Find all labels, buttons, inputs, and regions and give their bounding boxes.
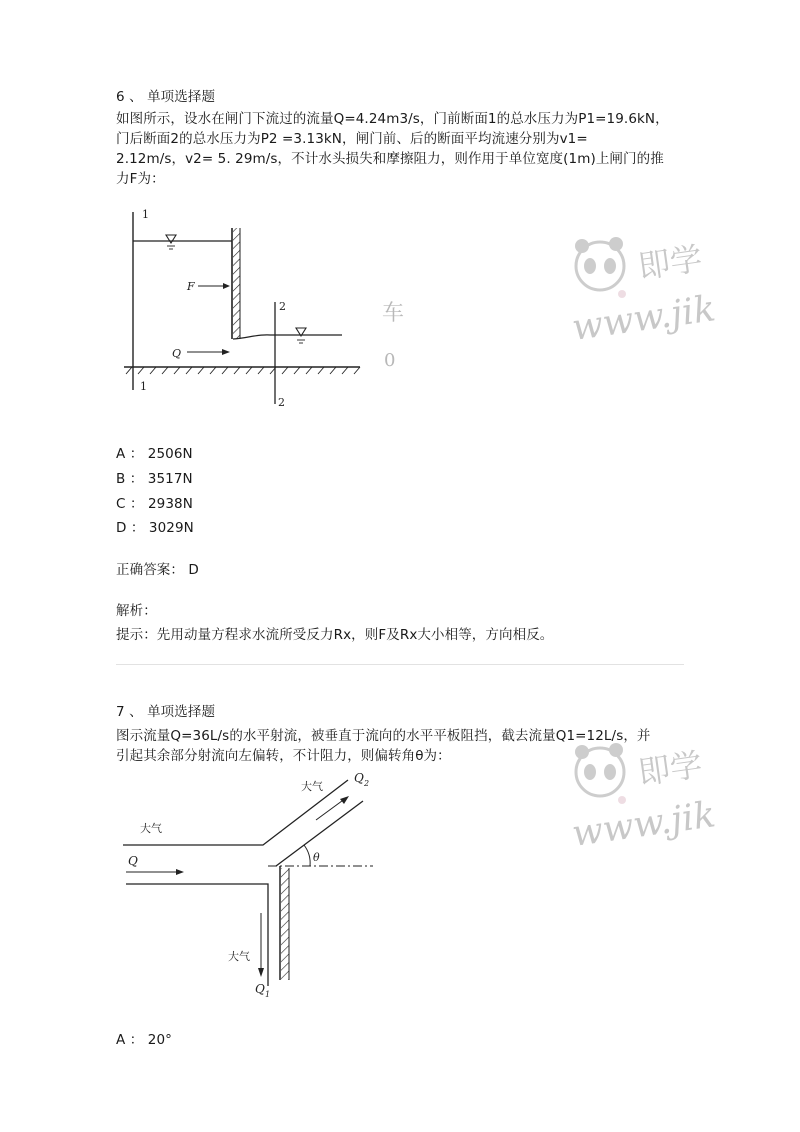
watermark-bottom [568, 738, 800, 868]
q7-option-a[interactable]: A ： 20° [116, 1032, 172, 1048]
q6-stem-line-2: 门后断面2的总水压力为P2 =3.13kN，闸门前、后的断面平均流速分别为v1= [116, 131, 588, 147]
q1-label: Q [255, 982, 265, 996]
q6-stem-line-1: 如图所示，设水在闸门下流过的流量Q=4.24m3/s，门前断面1的总水压力为P1=19.6kN， [116, 111, 669, 127]
q6-option-a[interactable]: A ： 2506N [116, 446, 193, 462]
watermark-url-top: www.jik [569, 288, 718, 349]
q6-header: 6 、 单项选择题 [116, 89, 216, 105]
flow-label: Q [172, 347, 182, 360]
q6-stem-line-4: 力F为： [116, 171, 165, 187]
q6-stem-line-3: 2.12m/s，v2= 5. 29m/s，不计水头损失和摩擦阻力，则作用于单位宽度(1m)上闸门的推 [116, 151, 664, 167]
q7-stem-line-2: 引起其余部分射流向左偏转，不计阻力，则偏转角θ为： [116, 748, 451, 764]
plate-hatch [281, 868, 289, 980]
section-1-top-label: 1 [142, 208, 149, 221]
q6-analysis-text: 提示：先用动量方程求水流所受反力Rx，则F及Rx大小相等，方向相反。 [116, 627, 554, 643]
air-bottom-label: 大气 [228, 950, 250, 963]
q6-sluice-gate-figure [120, 200, 410, 415]
q6-option-b[interactable]: B ： 3517N [116, 471, 193, 487]
jet-lower-boundary [126, 884, 268, 986]
downstream-water-surface [233, 335, 342, 339]
section-1-bottom-label: 1 [140, 380, 147, 393]
panda-logo-icon [575, 743, 626, 804]
air-left-label: 大气 [140, 822, 162, 835]
watermark-brand-bottom: 即学 [635, 745, 705, 792]
q6-option-c[interactable]: C ： 2938N [116, 496, 193, 512]
q6-option-d[interactable]: D ： 3029N [116, 520, 194, 536]
panda-logo-icon [575, 237, 626, 298]
q7-jet-figure [118, 768, 388, 1008]
section-2-top-label: 2 [279, 300, 286, 313]
q7-header: 7 、 单项选择题 [116, 704, 216, 720]
gate-hatch [233, 228, 240, 339]
flow-q-label: Q [128, 854, 138, 868]
air-top-label: 大气 [301, 780, 323, 793]
q2-subscript: 2 [364, 779, 370, 788]
water-level-symbol [166, 235, 176, 243]
q2-label: Q [354, 771, 364, 785]
stray-mark-1: 车 [382, 301, 405, 326]
stray-mark-2: 0 [384, 350, 396, 371]
q7-stem-line-1: 图示流量Q=36L/s的水平射流，被垂直于流向的水平平板阻挡，截去流量Q1=12L/s，并 [116, 728, 651, 744]
q6-answer-value: D [188, 562, 199, 578]
section-2-bottom-label: 2 [278, 396, 285, 409]
watermark-top [568, 232, 800, 362]
question-divider [116, 664, 684, 665]
watermark-brand-top: 即学 [635, 239, 705, 286]
q1-subscript: 1 [265, 990, 271, 999]
force-label: F [187, 280, 195, 293]
angle-arc [304, 845, 310, 866]
q6-analysis-label: 解析： [116, 603, 157, 619]
angle-label: θ [313, 851, 320, 864]
watermark-url-bottom: www.jik [569, 794, 718, 855]
q6-answer: 正确答案： D [116, 562, 199, 578]
